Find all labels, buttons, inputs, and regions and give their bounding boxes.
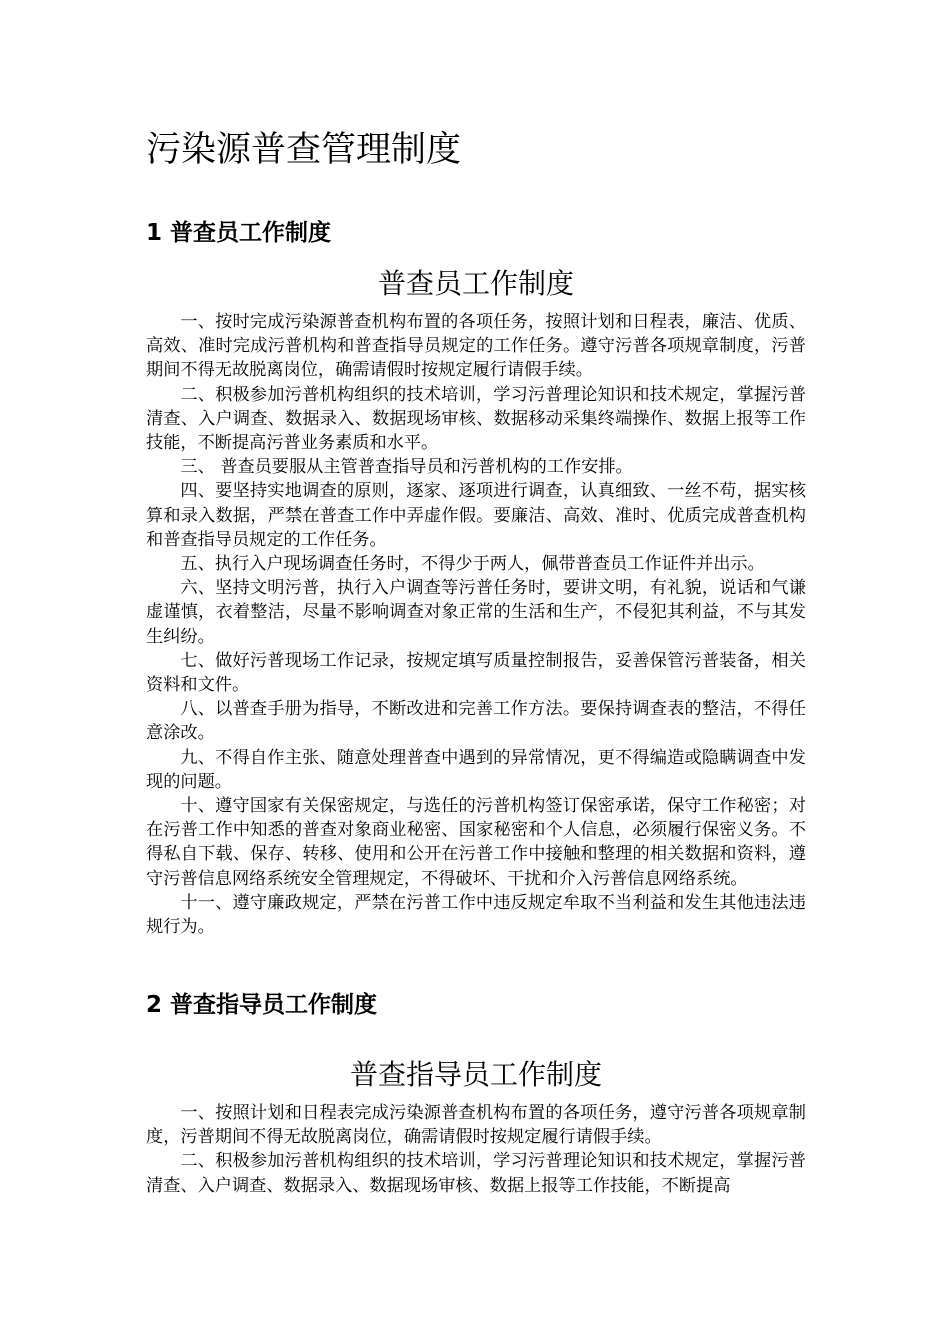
paragraph: 十一、遵守廉政规定，严禁在污普工作中违反规定牟取不当利益和发生其他违法违规行为。 <box>146 892 806 938</box>
section-2-subtitle: 普查指导员工作制度 <box>349 1058 602 1091</box>
paragraph: 十、遵守国家有关保密规定，与选任的污普机构签订保密承诺，保守工作秘密；对在污普工作中知悉的普查对象商业秘密、国家秘密和个人信息，必须履行保密义务。不得私自下载、保存、转移、使用和公开在污普工作中接触和整理的相关数据和资料，遵守污普信息网络系统安全管理规定，不得破坏、干扰和介入污普信息网络系统。 <box>146 796 806 889</box>
paragraph: 二、积极参加污普机构组织的技术培训，学习污普理论知识和技术规定，掌握污普清查、入户调查、数据录入、数据现场审核、数据移动采集终端操作、数据上报等工作技能，不断提高污普业务素质和水平。 <box>146 384 806 454</box>
section-1-body <box>146 310 806 939</box>
section-1-heading: 1 普查员工作制度 <box>146 220 332 246</box>
section-2-heading: 2 普查指导员工作制度 <box>146 992 378 1018</box>
paragraph: 一、按照计划和日程表完成污染源普查机构布置的各项任务，遵守污普各项规章制度，污普期间不得无故脱离岗位，确需请假时按规定履行请假手续。 <box>146 1103 806 1148</box>
paragraph: 五、执行入户现场调查任务时，不得少于两人，佩带普查员工作证件并出示。 <box>180 554 765 575</box>
document-title: 污染源普查管理制度 <box>146 130 462 170</box>
paragraph: 九、不得自作主张、随意处理普查中遇到的异常情况，更不得编造或隐瞒调查中发现的问题。 <box>146 747 806 792</box>
paragraph: 二、积极参加污普机构组织的技术培训，学习污普理论知识和技术规定，掌握污普清查、入户调查、数据录入、数据现场审核、数据上报等工作技能，不断提高 <box>146 1151 806 1196</box>
paragraph: 四、要坚持实地调查的原则，逐家、逐项进行调查，认真细致、一丝不苟，据实核算和录入数据，严禁在普查工作中弄虚作假。要廉洁、高效、准时、优质完成普查机构和普查指导员规定的工作任务。 <box>146 481 806 550</box>
paragraph: 八、以普查手册为指导，不断改进和完善工作方法。要保持调查表的整洁，不得任意涂改。 <box>146 699 806 744</box>
paragraph: 七、做好污普现场工作记录，按规定填写质量控制报告，妥善保管污普装备，相关资料和文件。 <box>146 650 806 696</box>
section-2-body <box>146 1101 806 1198</box>
section-1-subtitle: 普查员工作制度 <box>377 267 574 300</box>
paragraph: 三、 普查员要服从主管普查指导员和污普机构的工作安排。 <box>180 457 633 478</box>
paragraph: 六、坚持文明污普，执行入户调查等污普任务时，要讲文明，有礼貌，说话和气谦虚谨慎，衣着整洁，尽量不影响调查对象正常的生活和生产，不侵犯其利益，不与其发生纠纷。 <box>146 578 806 647</box>
paragraph: 一、按时完成污染源普查机构布置的各项任务，按照计划和日程表，廉洁、优质、高效、准时完成污普机构和普查指导员规定的工作任务。遵守污普各项规章制度，污普期间不得无故脱离岗位，确需请假时按规定履行请假手续。 <box>146 312 806 381</box>
